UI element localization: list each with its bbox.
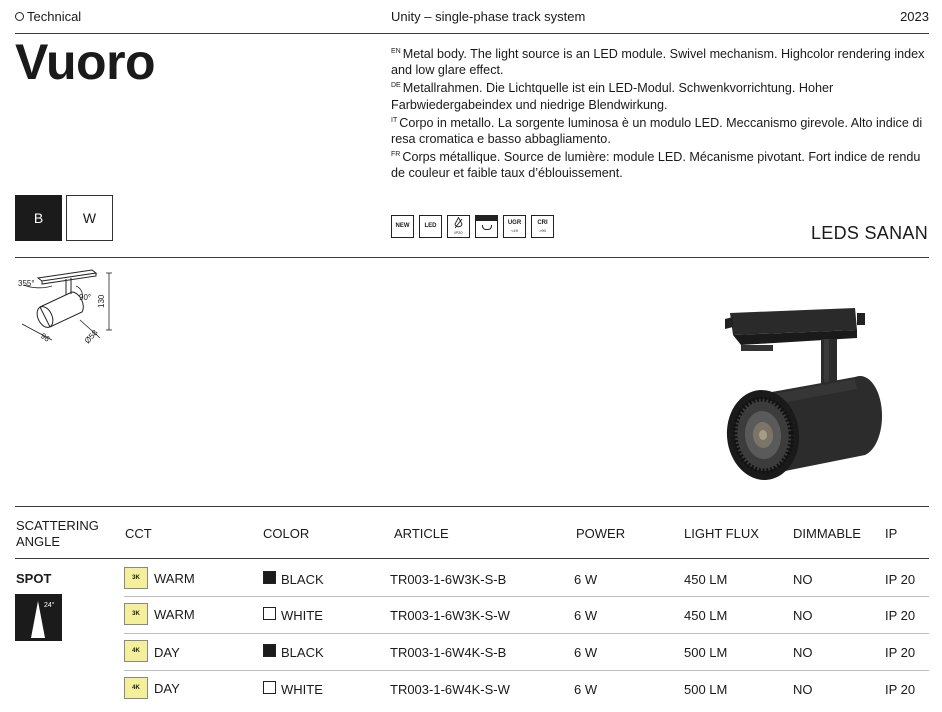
track-mount-icon xyxy=(475,215,498,238)
table-top-divider xyxy=(15,506,929,507)
color-swatch-black xyxy=(263,571,276,584)
brand-label: LEDS SANAN xyxy=(810,223,928,243)
cct-label: WARM xyxy=(154,607,195,622)
header-scattering-angle: SCATTERING ANGLE xyxy=(16,518,99,549)
dimmable-value: NO xyxy=(793,608,813,623)
dimension-drawing xyxy=(12,262,117,362)
header-power: POWER xyxy=(576,526,626,541)
description-it: $^{IT}$ Corpo in metallo. La sorgente luminosa è un modulo LED. Meccanismo girevole. Alto indice di resa cromatica e basso abbagliamento. xyxy=(391,115,923,147)
ip-value: IP 20 xyxy=(885,682,916,697)
header-cct: CCT xyxy=(125,526,152,541)
ugr-icon: UGR <19 xyxy=(503,215,526,238)
article-code: TR003-1-6W3K-S-W xyxy=(390,608,510,623)
system-label: Unity – single-phase track system xyxy=(391,9,586,24)
color-swatch-white xyxy=(263,681,276,694)
length-label: 96 xyxy=(38,331,52,344)
height-label: 130 xyxy=(97,294,106,308)
description-en: $^{EN}$ Metal body. The light source is an LED module. Swivel mechanism. Highcolor rendering index and low glare effect. xyxy=(391,47,925,78)
diameter-label: Ø58 xyxy=(82,328,100,346)
header-dimmable: DIMMABLE xyxy=(793,526,861,541)
power-value: 6 W xyxy=(574,572,598,587)
feature-icons xyxy=(391,215,554,238)
color-label: BLACK xyxy=(281,572,324,587)
cct-badge: 3K xyxy=(124,603,148,625)
article-code: TR003-1-6W4K-S-B xyxy=(390,645,507,660)
year-label: 2023 xyxy=(900,9,929,24)
header-ip: IP xyxy=(885,526,898,541)
dimmable-value: NO xyxy=(793,572,813,587)
row-divider xyxy=(124,596,929,597)
row-divider xyxy=(124,633,929,634)
description-de: $^{DE}$ Metallrahmen. Die Lichtquelle ist ein LED-Modul. Schwenkvorrichtung. Hoher Farbwiedergabeindex und niedrige Blendwirkung. xyxy=(391,81,834,112)
table-header-divider xyxy=(15,558,929,559)
finish-black-swatch: B xyxy=(15,195,62,241)
header-light-flux: LIGHT FLUX xyxy=(684,526,759,541)
power-value: 6 W xyxy=(574,608,598,623)
circle-icon xyxy=(15,12,24,21)
beam-angle-label: 24° xyxy=(44,602,55,609)
ip-value: IP 20 xyxy=(885,572,916,587)
cct-label: DAY xyxy=(154,681,180,696)
rotation-vertical-label: 90° xyxy=(79,293,92,302)
cct-label: DAY xyxy=(154,645,180,660)
article-code: TR003-1-6W4K-S-W xyxy=(390,682,510,697)
color-swatch-black xyxy=(263,644,276,657)
led-icon: LED xyxy=(419,215,442,238)
flux-value: 500 LM xyxy=(684,682,728,697)
color-swatch-white xyxy=(263,607,276,620)
flux-value: 500 LM xyxy=(684,645,728,660)
cct-badge: 4K xyxy=(124,640,148,662)
group-label-spot: SPOT xyxy=(16,571,52,586)
color-label: BLACK xyxy=(281,645,324,660)
cct-badge: 3K xyxy=(124,567,148,589)
power-value: 6 W xyxy=(574,645,598,660)
flux-value: 450 LM xyxy=(684,608,728,623)
cct-label: WARM xyxy=(154,571,195,586)
header-color: COLOR xyxy=(263,526,310,541)
header-article: ARTICLE xyxy=(394,526,449,541)
rotation-horizontal-label: 355° xyxy=(18,279,35,288)
article-code: TR003-1-6W3K-S-B xyxy=(390,572,507,587)
flux-value: 450 LM xyxy=(684,572,728,587)
beam-angle-icon xyxy=(15,594,62,641)
dimmable-value: NO xyxy=(793,682,813,697)
product-title: Vuoro xyxy=(15,34,156,90)
color-label: WHITE xyxy=(281,608,323,623)
new-badge-icon: NEW xyxy=(391,215,414,238)
ip-value: IP 20 xyxy=(885,645,916,660)
dimmable-value: NO xyxy=(793,645,813,660)
power-value: 6 W xyxy=(574,682,598,697)
ip-value: IP 20 xyxy=(885,608,916,623)
ip20-icon: IP20 xyxy=(447,215,470,238)
color-label: WHITE xyxy=(281,682,323,697)
description-fr: $^{FR}$ Corps métallique. Source de lumière: module LED. Mécanisme pivotant. Fort indice de rendu de couleur et faible taux d’éblouissement. xyxy=(391,150,921,181)
row-divider xyxy=(124,670,929,671)
category-label: Technical xyxy=(15,9,81,24)
finish-white-swatch: W xyxy=(66,195,113,241)
section-divider xyxy=(15,257,929,258)
cri-icon: CRI >90 xyxy=(531,215,554,238)
product-description xyxy=(391,44,926,182)
product-image xyxy=(715,305,885,490)
cct-badge: 4K xyxy=(124,677,148,699)
